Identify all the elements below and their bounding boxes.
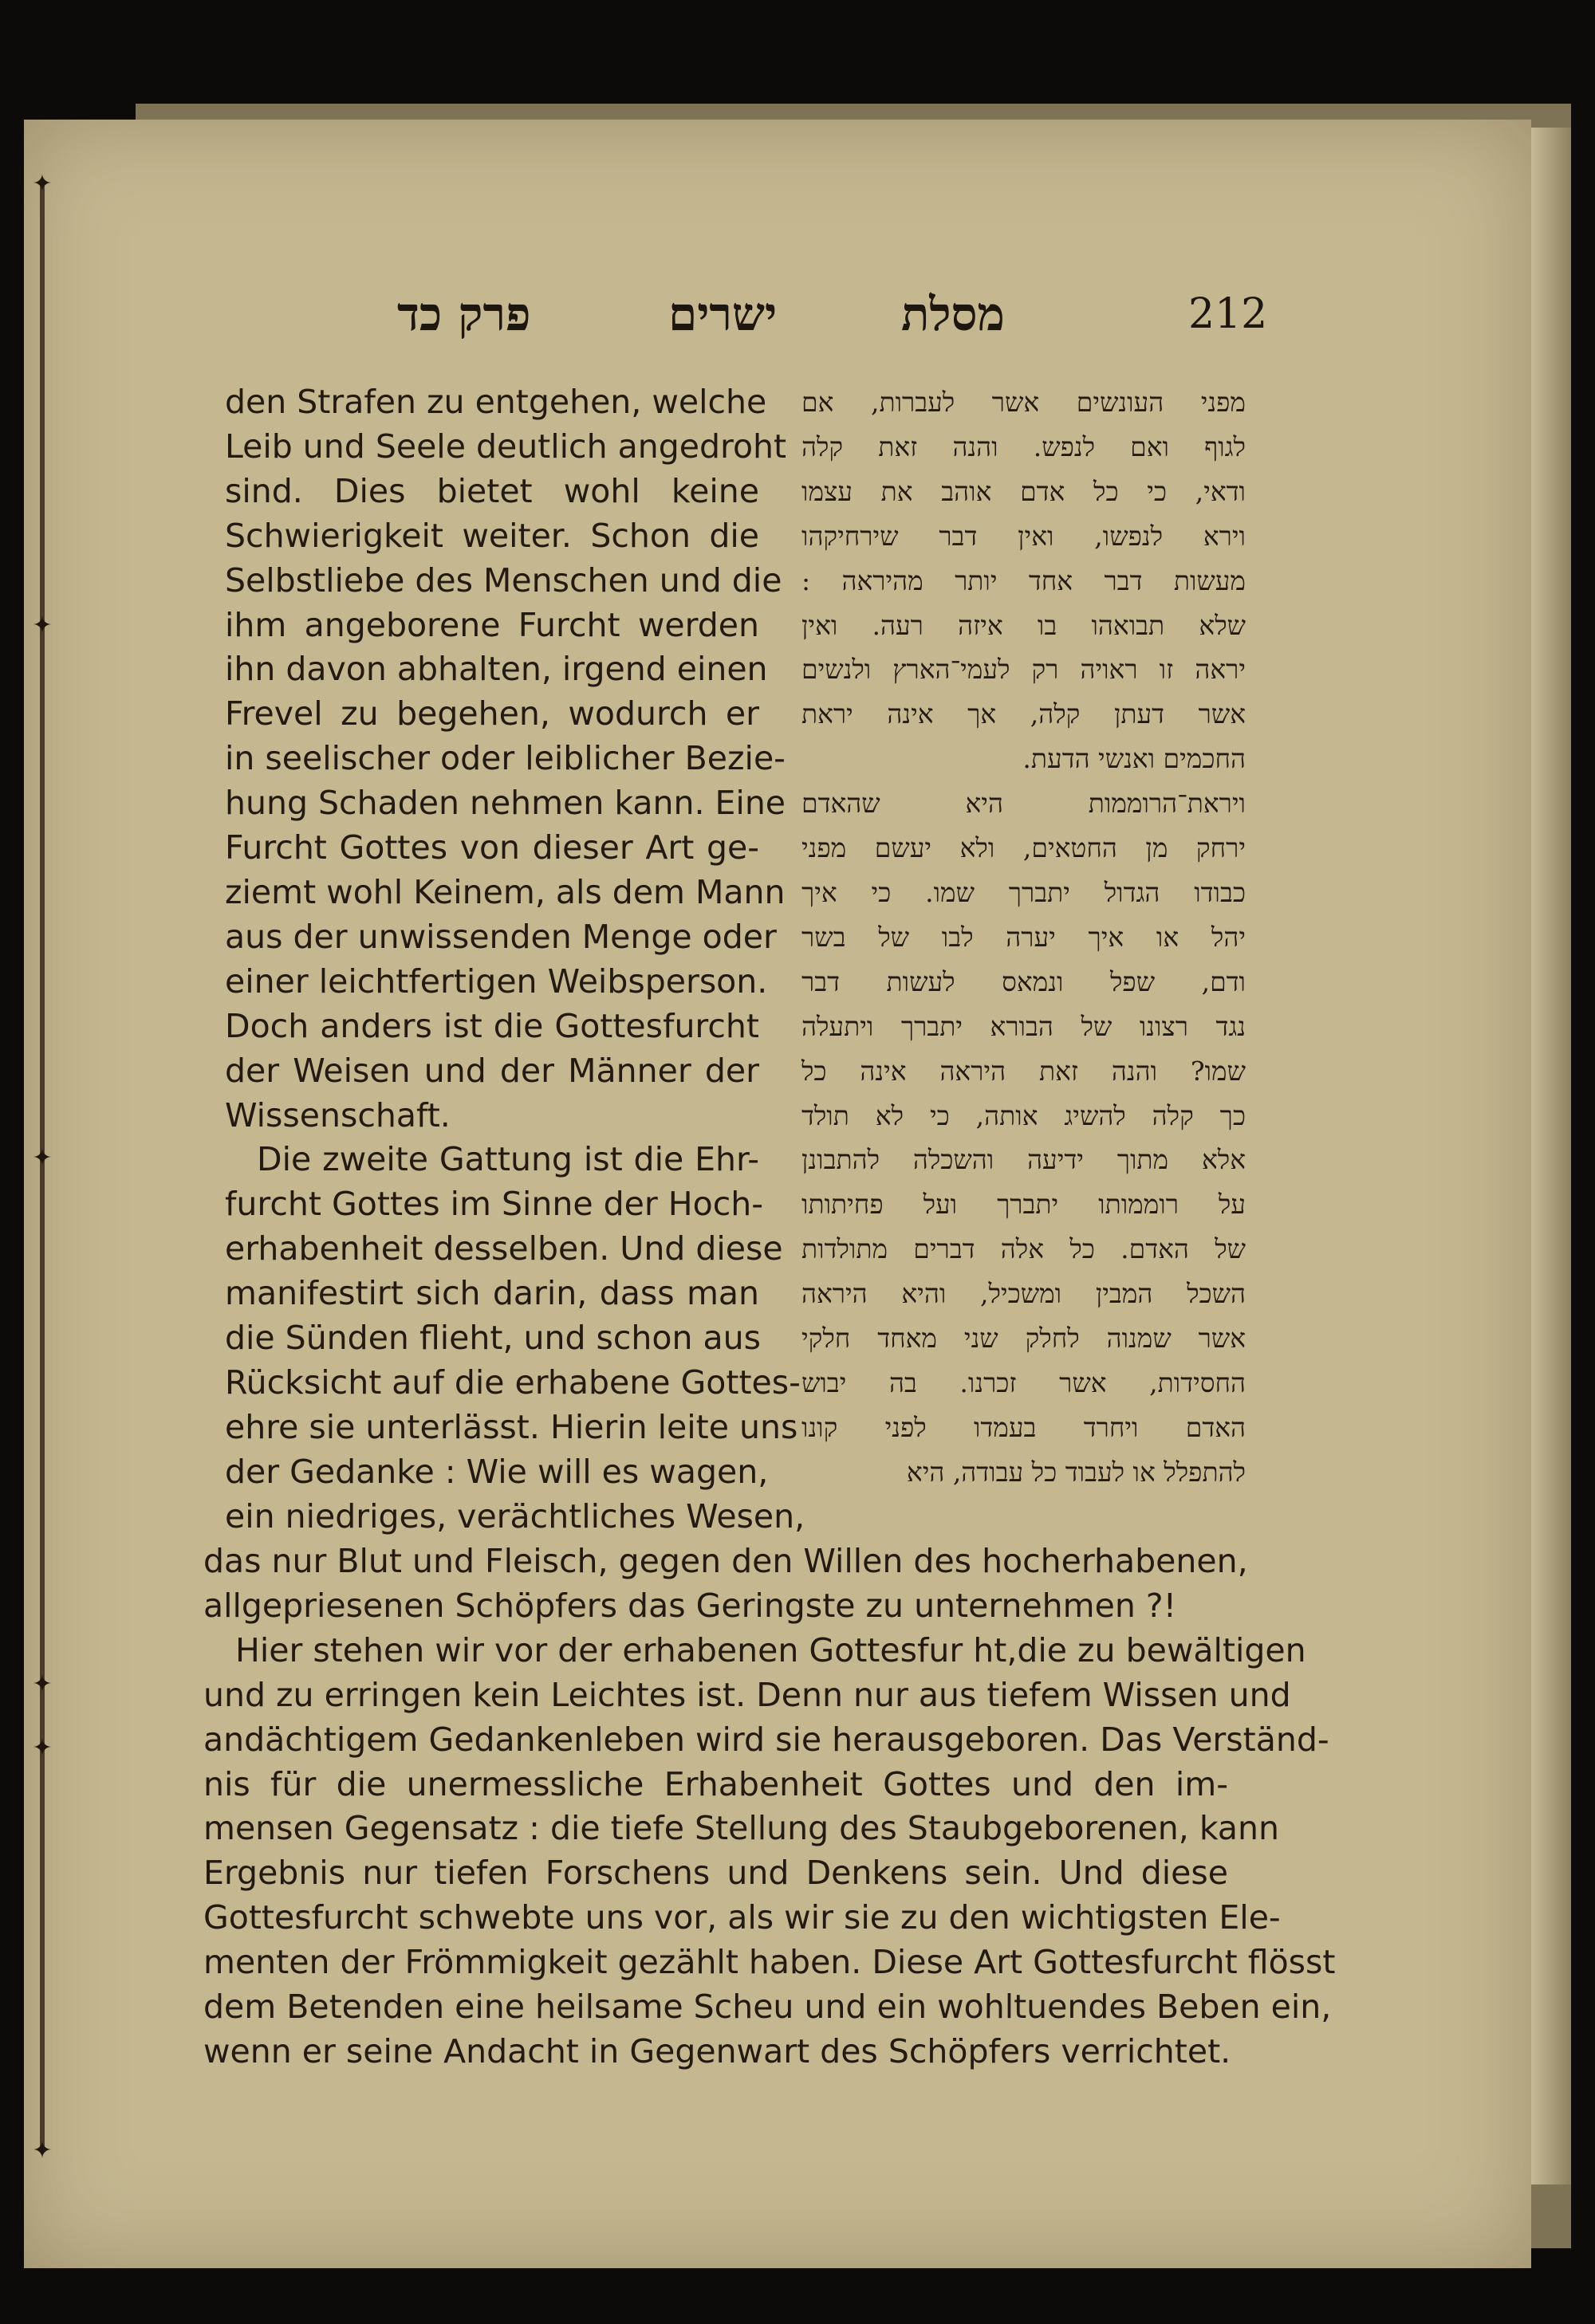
stitch-mark: ✦ bbox=[32, 2137, 53, 2165]
text-line: יהל או איך יערה לבו של בשר bbox=[801, 921, 1246, 953]
text-line: Wissenschaft. bbox=[225, 1095, 451, 1134]
text-line: Hier stehen wir vor der erhabenen Gottesfur ht,die zu bewältigen bbox=[235, 1630, 1306, 1669]
running-title-2: ישרים bbox=[668, 287, 778, 341]
text-line: אשר דעתן קלה, אך אינה יראת bbox=[801, 698, 1246, 730]
text-line: Furcht Gottes von dieser Art ge- bbox=[225, 828, 759, 867]
text-line: Frevel zu begehen, wodurch er bbox=[225, 694, 759, 733]
text-line: אלא מתוך ידיעה והשכלה להתבונן bbox=[801, 1144, 1246, 1176]
text-line: Doch anders ist die Gottesfurcht bbox=[225, 1006, 759, 1045]
hebrew-column bbox=[801, 380, 1246, 1495]
text-line: ודם, שפל ונמאס לעשות דבר bbox=[801, 965, 1246, 997]
text-line: ודאי, כי כל אדם אוהב את עצמו bbox=[801, 475, 1246, 507]
text-line: לגוף ואם לנפש. והנה זאת קלה bbox=[801, 431, 1246, 462]
running-title-1: מסלת bbox=[901, 287, 1005, 341]
text-line: andächtigem Gedankenleben wird sie herausgeboren. Das Verständ- bbox=[203, 1720, 1329, 1759]
text-line: האדם ויחרד בעמדו לפני קונו bbox=[801, 1411, 1246, 1443]
text-line: ihn davon abhalten, irgend einen bbox=[225, 650, 768, 689]
text-line: ויראת־הרוממות היא שהאדם bbox=[801, 788, 1246, 820]
text-line: dem Betenden eine heilsame Scheu und ein wohltuendes Beben ein, bbox=[203, 1988, 1332, 2027]
text-line: das nur Blut und Fleisch, gegen den Willen des hocherhabenen, bbox=[203, 1542, 1248, 1580]
text-line: השכל המבין ומשכיל, והיא היראה bbox=[801, 1278, 1246, 1310]
text-line: nis für die unermessliche Erhabenheit Gottes und den im- bbox=[203, 1764, 1228, 1803]
text-line: aus der unwissenden Menge oder bbox=[225, 917, 777, 956]
text-line: Schwierigkeit weiter. Schon die bbox=[225, 516, 759, 555]
text-line: in seelischer oder leiblicher Bezie- bbox=[225, 739, 786, 778]
stitch-mark: ✦ bbox=[32, 170, 53, 198]
text-line: כך קלה להשיג אותה, כי לא תולד bbox=[801, 1099, 1246, 1131]
text-line: Ergebnis nur tiefen Forschens und Denkens sein. Und diese bbox=[203, 1854, 1228, 1893]
text-line: wenn er seine Andacht in Gegenwart des Schöpfers verrichtet. bbox=[203, 2031, 1231, 2070]
text-line: furcht Gottes im Sinne der Hoch- bbox=[225, 1185, 764, 1224]
text-line: mensen Gegensatz : die tiefe Stellung des Staubgeborenen, kann bbox=[203, 1809, 1279, 1848]
text-line: ihm angeborene Furcht werden bbox=[225, 605, 759, 644]
stitch-mark: ✦ bbox=[32, 1144, 53, 1172]
text-line: החסידות, אשר זכרנו. בה יבוש bbox=[801, 1366, 1246, 1398]
text-line: ziemt wohl Keinem, als dem Mann bbox=[225, 872, 786, 911]
text-line: der Weisen und der Männer der bbox=[225, 1051, 759, 1090]
text-line: ירחק מן החטאים, ולא יעשם מפני bbox=[801, 832, 1246, 864]
text-line: Die zweite Gattung ist die Ehr- bbox=[257, 1140, 759, 1179]
text-line: die Sünden flieht, und schon aus bbox=[225, 1319, 761, 1358]
text-line: und zu erringen kein Leichtes ist. Denn nur aus tiefem Wissen und bbox=[203, 1675, 1291, 1714]
german-full-width-text bbox=[203, 1540, 1336, 2074]
text-line: וירא לנפשו, ואין דבר שירחיקהו bbox=[801, 520, 1246, 552]
text-line: שמו? והנה זאת היראה אינה כל bbox=[801, 1055, 1246, 1087]
text-line: den Strafen zu entgehen, welche bbox=[225, 383, 767, 421]
text-line: Selbstliebe des Menschen und die bbox=[225, 560, 782, 600]
text-line: נגד רצונו של הבורא יתברך ויתעלה bbox=[801, 1010, 1246, 1042]
stitch-mark: ✦ bbox=[32, 1734, 53, 1762]
text-line: כבודו הגדול יתברך שמו. כי איך bbox=[801, 876, 1246, 908]
text-line: hung Schaden nehmen kann. Eine bbox=[225, 784, 786, 823]
text-line: החכמים ואנשי הדעת. bbox=[1022, 743, 1246, 775]
text-line: manifestirt sich darin, dass man bbox=[225, 1274, 759, 1313]
text-line: allgepriesenen Schöpfers das Geringste zu unternehmen ?! bbox=[203, 1586, 1177, 1625]
text-line: einer leichtfertigen Weibsperson. bbox=[225, 961, 768, 1001]
stitch-mark: ✦ bbox=[32, 1670, 53, 1698]
page-number: 212 bbox=[1188, 290, 1268, 338]
text-line: erhabenheit desselben. Und diese bbox=[225, 1229, 783, 1268]
text-line: להתפלל או לעבוד כל עבודה, היא bbox=[906, 1456, 1246, 1488]
text-line: מעשות דבר אחד יותר מהיראה : bbox=[801, 564, 1246, 596]
text-line: Leib und Seele deutlich angedroht bbox=[225, 427, 787, 466]
text-line: Rücksicht auf die erhabene Gottes- bbox=[225, 1363, 801, 1402]
text-line: menten der Frömmigkeit gezählt haben. Diese Art Gottesfurcht flösst bbox=[203, 1943, 1336, 1982]
text-line: der Gedanke : Wie will es wagen, bbox=[225, 1452, 769, 1491]
text-line: על רוממותו יתברך ועל פחיתותו bbox=[801, 1189, 1246, 1221]
running-title-3: פרק כד bbox=[397, 287, 531, 341]
text-line: יראה זו ראויה רק לעמי־הארץ ולנשים bbox=[801, 654, 1246, 686]
text-line: ein niedriges, verächtliches Wesen, bbox=[225, 1496, 805, 1536]
text-line: sind. Dies bietet wohl keine bbox=[225, 471, 759, 510]
german-column bbox=[225, 380, 805, 1540]
text-line: Gottesfurcht schwebte uns vor, als wir sie zu den wichtigsten Ele- bbox=[203, 1898, 1281, 1937]
text-line: מפני העונשים אשר לעברות, אם bbox=[801, 387, 1246, 418]
stitch-mark: ✦ bbox=[32, 611, 53, 639]
text-line: ehre sie unterlässt. Hierin leite uns bbox=[225, 1407, 798, 1446]
text-line: שלא תבואהו בו איזה רעה. ואין bbox=[801, 609, 1246, 641]
text-line: אשר שמנוה לחלק שני מאחד חלקי bbox=[801, 1323, 1246, 1355]
text-line: של האדם. כל אלה דברים מתולדות bbox=[801, 1233, 1246, 1265]
